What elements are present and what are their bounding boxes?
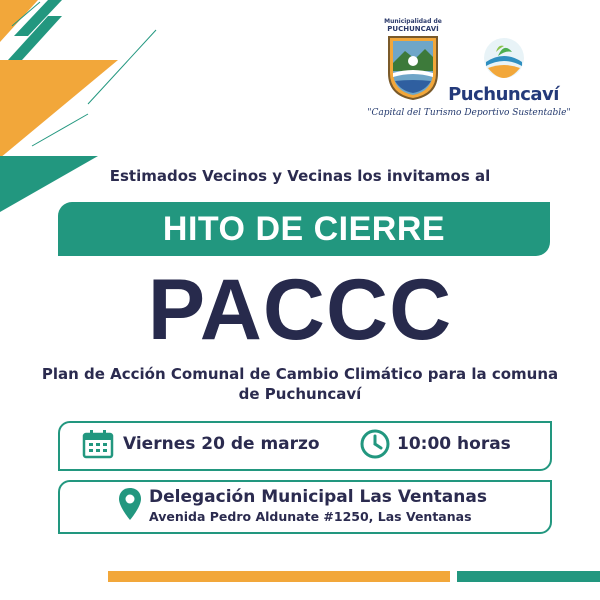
place-name: Delegación Municipal Las Ventanas <box>149 487 487 507</box>
clock-icon <box>359 428 391 460</box>
event-time: 10:00 horas <box>397 434 511 454</box>
event-date: Viernes 20 de marzo <box>123 434 320 454</box>
location-pin-icon <box>118 487 142 521</box>
calendar-icon <box>82 429 114 459</box>
bottom-bar-green <box>457 571 600 582</box>
event-kind-banner <box>58 202 550 256</box>
bottom-bar-orange <box>108 571 450 582</box>
municipal-crest <box>383 18 443 108</box>
intro-text: Estimados Vecinos y Vecinas los invitamos al <box>109 167 491 185</box>
plan-description: Plan de Acción Comunal de Cambio Climático para la comuna de Puchuncaví <box>41 365 559 403</box>
crest-shield-icon <box>385 33 441 101</box>
puchuncavi-logo <box>440 34 565 114</box>
brand-emblem-icon <box>482 36 526 80</box>
event-kind-title: HITO DE CIERRE <box>162 209 446 248</box>
crest-line1: Municipalidad de <box>384 18 442 25</box>
brand-name: Puchuncaví <box>448 84 559 105</box>
tagline: "Capital del Turismo Deportivo Sustentable" <box>367 108 571 118</box>
acronym-title: PACCC <box>147 262 453 358</box>
place-address: Avenida Pedro Aldunate #1250, Las Ventanas <box>149 509 472 524</box>
crest-line2: PUCHUNCAVÍ <box>387 25 439 33</box>
